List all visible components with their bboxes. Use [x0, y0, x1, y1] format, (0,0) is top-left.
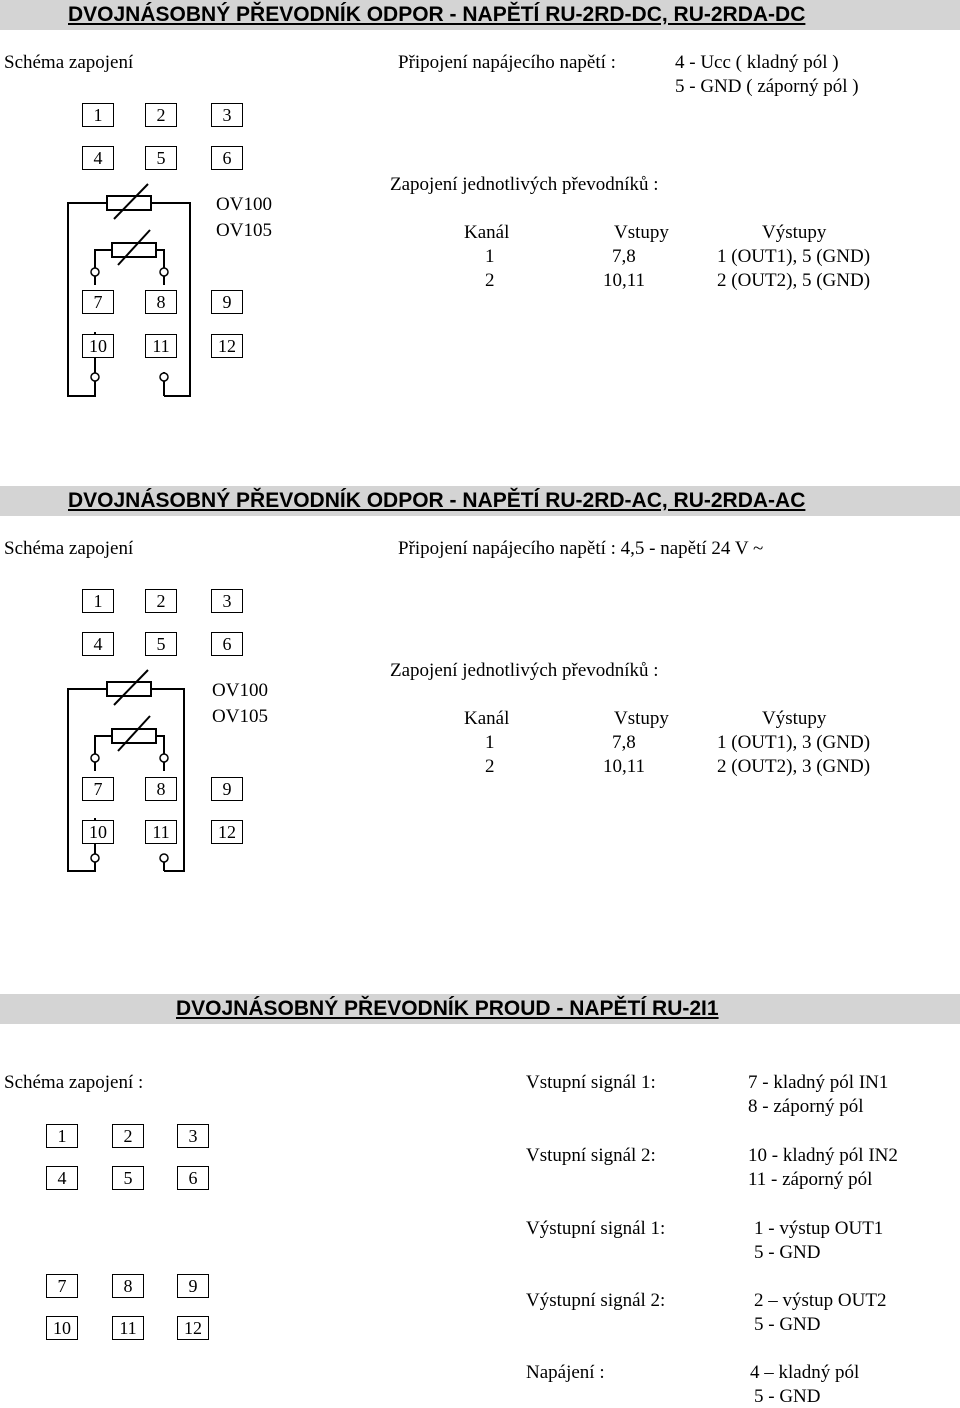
terminal-5: 5: [112, 1166, 144, 1190]
table-cell: 2: [485, 756, 495, 777]
schema-label: Schéma zapojení: [4, 538, 134, 559]
terminal-8: 8: [145, 777, 177, 801]
table-header-kanal: Kanál: [464, 222, 510, 243]
table-cell: 7,8: [612, 246, 636, 267]
table-header-vystupy: Výstupy: [762, 222, 827, 243]
terminal-7: 7: [46, 1274, 78, 1298]
section-1-title: DVOJNÁSOBNÝ PŘEVODNÍK ODPOR - NAPĚTÍ RU-2RD-DC, RU-2RDA-DC: [68, 3, 806, 26]
terminal-5: 5: [145, 632, 177, 656]
supply-text: Připojení napájecího napětí : 4,5 - napětí 24 V ~: [398, 538, 764, 559]
section-3-title: DVOJNÁSOBNÝ PŘEVODNÍK PROUD - NAPĚTÍ RU-2I1: [176, 997, 719, 1020]
signal-label: Vstupní signál 2:: [526, 1145, 656, 1166]
terminal-10: 10: [82, 334, 114, 358]
terminal-1: 1: [82, 103, 114, 127]
terminal-12: 12: [211, 334, 243, 358]
signal-line-1: 10 - kladný pól IN2: [748, 1145, 898, 1166]
terminal-10: 10: [82, 820, 114, 844]
table-header-vystupy: Výstupy: [762, 708, 827, 729]
zapojeni-label: Zapojení jednotlivých převodníků :: [390, 174, 659, 195]
table-cell: 1: [485, 732, 495, 753]
supply-line-1: 4 - Ucc ( kladný pól ): [675, 52, 839, 73]
terminal-12: 12: [177, 1316, 209, 1340]
terminal-7: 7: [82, 777, 114, 801]
terminal-1: 1: [46, 1124, 78, 1148]
terminal-4: 4: [82, 632, 114, 656]
terminal-11: 11: [145, 820, 177, 844]
table-cell: 10,11: [603, 270, 646, 291]
signal-label: Vstupní signál 1:: [526, 1072, 656, 1093]
terminal-10: 10: [46, 1316, 78, 1340]
signal-line-2: 5 - GND: [754, 1242, 821, 1263]
terminal-6: 6: [211, 146, 243, 170]
terminal-8: 8: [112, 1274, 144, 1298]
signal-label: Výstupní signál 1:: [526, 1218, 666, 1239]
terminal-4: 4: [46, 1166, 78, 1190]
terminal-11: 11: [145, 334, 177, 358]
terminal-9: 9: [177, 1274, 209, 1298]
signal-line-1: 2 – výstup OUT2: [754, 1290, 887, 1311]
signal-line-2: 5 - GND: [754, 1386, 821, 1407]
terminal-1: 1: [82, 589, 114, 613]
sensor-label-2: OV105: [212, 706, 268, 727]
signal-line-1: 7 - kladný pól IN1: [748, 1072, 889, 1093]
zapojeni-label: Zapojení jednotlivých převodníků :: [390, 660, 659, 681]
table-cell: 2: [485, 270, 495, 291]
terminal-3: 3: [211, 589, 243, 613]
supply-label: Připojení napájecího napětí :: [398, 52, 616, 73]
terminal-2: 2: [112, 1124, 144, 1148]
schema-label: Schéma zapojení :: [4, 1072, 144, 1093]
signal-line-2: 11 - záporný pól: [748, 1169, 873, 1190]
signal-line-2: 8 - záporný pól: [748, 1096, 864, 1117]
terminal-4: 4: [82, 146, 114, 170]
table-header-kanal: Kanál: [464, 708, 510, 729]
signal-label: Výstupní signál 2:: [526, 1290, 666, 1311]
table-header-vstupy: Vstupy: [614, 708, 669, 729]
table-cell: 1 (OUT1), 5 (GND): [717, 246, 871, 267]
terminal-8: 8: [145, 290, 177, 314]
terminal-6: 6: [177, 1166, 209, 1190]
terminal-9: 9: [211, 290, 243, 314]
supply-line-2: 5 - GND ( záporný pól ): [675, 76, 859, 97]
table-header-vstupy: Vstupy: [614, 222, 669, 243]
schema-label: Schéma zapojení: [4, 52, 134, 73]
terminal-2: 2: [145, 589, 177, 613]
table-cell: 10,11: [603, 756, 646, 777]
terminal-3: 3: [177, 1124, 209, 1148]
table-cell: 1 (OUT1), 3 (GND): [717, 732, 871, 753]
terminal-6: 6: [211, 632, 243, 656]
table-cell: 2 (OUT2), 3 (GND): [717, 756, 871, 777]
sensor-label-1: OV100: [216, 194, 272, 215]
terminal-12: 12: [211, 820, 243, 844]
terminal-5: 5: [145, 146, 177, 170]
terminal-3: 3: [211, 103, 243, 127]
sensor-label-2: OV105: [216, 220, 272, 241]
signal-line-1: 4 – kladný pól: [750, 1362, 860, 1383]
signal-line-1: 1 - výstup OUT1: [754, 1218, 884, 1239]
sensor-label-1: OV100: [212, 680, 268, 701]
terminal-2: 2: [145, 103, 177, 127]
signal-line-2: 5 - GND: [754, 1314, 821, 1335]
table-cell: 2 (OUT2), 5 (GND): [717, 270, 871, 291]
table-cell: 7,8: [612, 732, 636, 753]
terminal-11: 11: [112, 1316, 144, 1340]
section-2-title: DVOJNÁSOBNÝ PŘEVODNÍK ODPOR - NAPĚTÍ RU-2RD-AC, RU-2RDA-AC: [68, 489, 806, 512]
terminal-9: 9: [211, 777, 243, 801]
table-cell: 1: [485, 246, 495, 267]
signal-label: Napájení :: [526, 1362, 605, 1383]
terminal-7: 7: [82, 290, 114, 314]
